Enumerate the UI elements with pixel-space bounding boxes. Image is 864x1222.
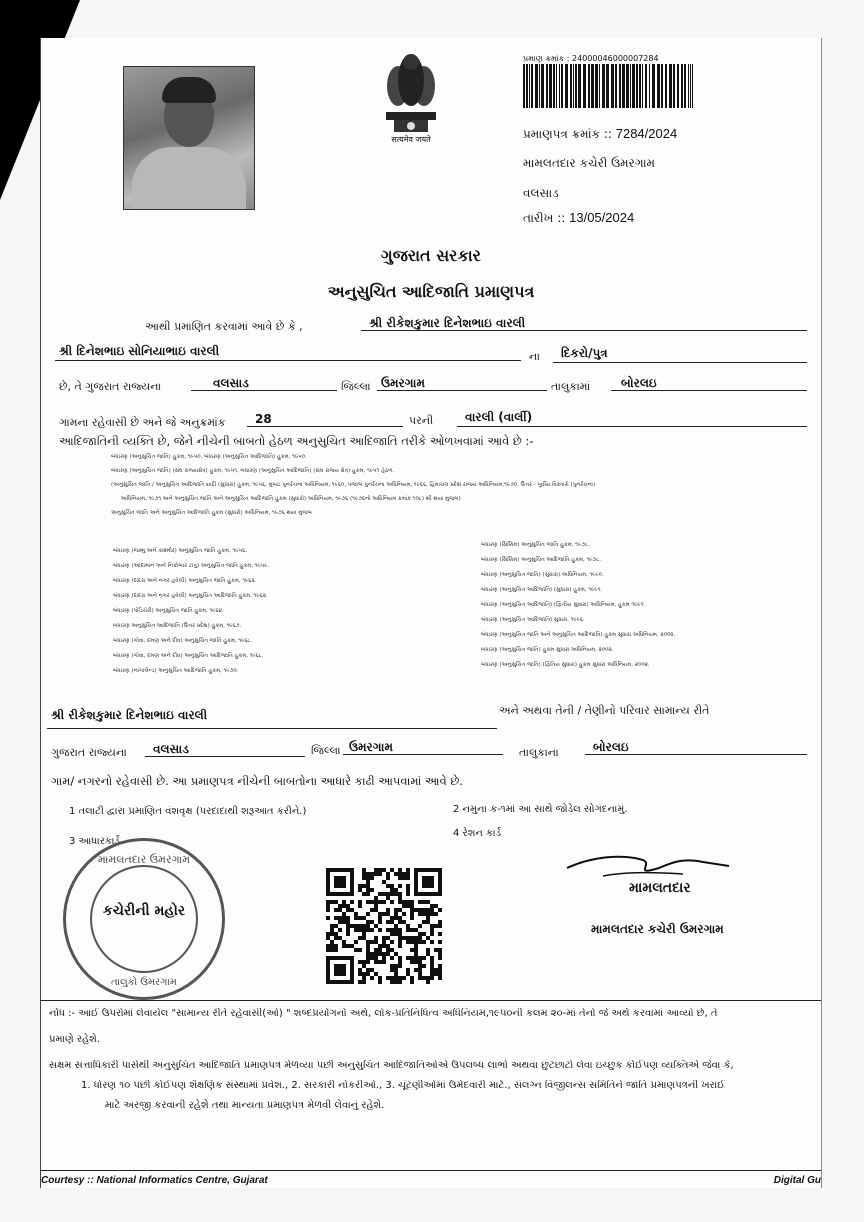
- family-label: અને અથવા તેની / તેણીનો પરિવાર સામાન્ય રીતે: [499, 704, 710, 717]
- tribe-name: વારલી (વાર્લી): [465, 410, 533, 424]
- document-4: 4 રેશન કાર્ડ: [453, 828, 502, 839]
- district-label-2: જિલ્લા: [311, 744, 341, 757]
- document-3: 3 આધારકાર્ડ: [69, 836, 120, 847]
- usage-line-1: સક્ષમ સત્તાધિકારી પાસેથી અનુસુચિત આદિજાતિ પ્રમાણપત્ર મેળવ્યા પછી અનુસુચિત આદિજાતિઓએ ઉપલબ્ધ લાભો અથવા છુટછાટો લેવા ઇચ્છુક કોઈપણ વ્યક્તિએ જેવા કે,: [49, 1060, 734, 1071]
- village-2: બોરલઇ: [593, 740, 629, 754]
- state-label: છે, તે ગુજરાત રાજ્યના: [59, 380, 162, 393]
- issue-date: તારીખ :: 13/05/2024: [523, 210, 635, 225]
- government-title: ગુજરાત સરકાર: [381, 246, 481, 265]
- usage-line-2: 1. ધોરણ ૧૦ પછી કોઈપણ શૈક્ષણિક સંસ્થામાં પ્રવેશ., 2. સરકારી નોકરીઓ., 3. ચૂંટણીઓમાં ઉમેદવારી માટે., સંલગ્ન વિજીલન્સ સમિતિને જાતિ પ્રમાણપત્રની ખરાઈ: [81, 1080, 725, 1091]
- serial-number: પ્રમાણ ક્રમાંક : 24000046000007284: [523, 54, 659, 63]
- document-1: 1 તલાટી દ્વારા પ્રમાણિત વંશવૃક્ષ (પરદાદાથી શરૂઆત કરીને.): [69, 806, 307, 817]
- orders-left: બંધારણ (જમ્મુ અને કાશ્મીર) અનુસુચિત જાતિ હુકમ, ૧૯૫૬. બંધારણ (આંદામાન અને નિકોબાર ટાપુ) અનુસુચિત જાતિ હુકમ, ૧૯૫૯. બંધારણ (દાદરા અને નગર હવેલી) અનુસુચિત જાતિ હુકમ, ૧૯૬૨. બંધારણ (દાદરા અને નગર હવેલી) અનુસુચિત આદિજાતિ હુકમ, ૧૯૬૨. બંધારણ (પોંડિચેરી) અનુસુચિત જાતિ હુકમ, ૧૯૬૪. બંધારણ અનુસુચિત આદિજાતિ (ઉત્તર પ્રદેશ) હુકમ, ૧૯૬૭. બંધારણ (ગોવા, દમણ અને દીવ) અનુસુચિત જાતિ હુકમ, ૧૯૬૮. બંધારણ (ગોવા, દમણ અને દીવ) અનુસુચિત આદિજાતિ હુકમ, ૧૯૬૮. બંધારણ (નાગાલેન્ડ) અનુસુચિત આદિજાતિ હુકમ, ૧૯૭૦.: [113, 548, 270, 674]
- footer-courtesy: Courtesy :: National Informatics Centre, Gujarat: [41, 1175, 268, 1186]
- taluka-label: તાલુકામાં: [551, 380, 591, 393]
- district-label: જિલ્લા: [341, 380, 371, 393]
- signatory-title: મામલતદાર: [629, 880, 691, 896]
- issuing-district: વલસાડ: [523, 186, 559, 200]
- footer: [41, 1170, 821, 1186]
- declaration: આદિજાતિની વ્યક્તિ છે, જેને નીચેની બાબતો હેઠળ અનુસુચિત આદિજાતિ તરીકે ઓળખવામાં આવે છે :-: [59, 434, 534, 448]
- signatory-office: મામલતદાર કચેરી ઉમરગામ: [591, 922, 724, 936]
- certificate-number: પ્રમાણપત્ર ક્રમાંક :: 7284/2024: [523, 126, 678, 141]
- note-line-1: નોંધ :- આઈ ઉપરોમાં લેવાયેલ "સામાન્ય રીતે રહેવાસી(ઓ) " શબ્દપ્રયોગનો અર્થ, લોક-પ્રતિનિધિત્વ અધિનિયમ,૧૯૫૦ની કલમ ૨૦-માં તેનો જે અર્થ કરવામાં આવ્યો છે, તે: [49, 1008, 718, 1019]
- taluka: ઉમરગામ: [381, 376, 425, 390]
- taluka-label-2: તાલુકાના: [519, 746, 559, 759]
- issuing-office: મામલતદાર કચેરી ઉમરગામ: [523, 156, 656, 170]
- emblem-motto: सत्यमेव जयते: [391, 135, 431, 144]
- applicant-photo: [123, 66, 255, 210]
- tribe-serial-number: 28: [255, 412, 272, 426]
- district-2: વલસાડ: [153, 742, 189, 756]
- document-2: 2 નમુના ક-૧માં આ સાથે જોડેલ સોગંદનામું.: [453, 804, 628, 815]
- basis-statement: ગામ/ નગરનો રહેવાસી છે. આ પ્રમાણપત્ર નીચેની બાબતોના આધારે કાઢી આપવામાં આવે છે.: [51, 774, 463, 788]
- father-name: શ્રી દિનેશભાઇ સોનિયાભાઇ વારલી: [59, 344, 220, 358]
- relation: દિકરો/પુત્ર: [561, 346, 608, 360]
- note-line-2: પ્રમાણે રહેશે.: [49, 1034, 101, 1045]
- village: બોરલઇ: [621, 376, 657, 390]
- certify-label: આથી પ્રમાણિત કરવામાં આવે છે કે ,: [145, 320, 303, 333]
- on-label: પરની: [409, 414, 434, 427]
- resident-label: ગામના રહેવાસી છે અને જે અનુક્રમાંક: [59, 416, 226, 429]
- footer-digital: Digital Gu: [773, 1175, 821, 1186]
- district: વલસાડ: [213, 376, 249, 390]
- applicant-name-2: શ્રી રીકેશકુમાર દિનેશભાઇ વારલી: [51, 708, 208, 722]
- applicant-name: શ્રી રીકેશકુમાર દિનેશભાઇ વારલી: [369, 316, 526, 330]
- orders-right: બંધારણ (સિક્કિમ) અનુસુચિત જાતિ હુકમ, ૧૯૭૮. બંધારણ (સિક્કિમ) અનુસુચિત આદિજાતિ હુકમ, ૧૯૭૮. બંધારણ (અનુસુચિત જાતિ) (સુધારા) અધિનિયમ, ૧૯૯૦. બંધારણ (અનુસુચિત આદિજાતિ) (સુધારા) હુકમ, ૧૯૯૧. બંધારણ (અનુસુચિત આદિજાતિ) (દ્વિતીય સુધારા) અધિનિયમ, હુકમ ૧૯૯૧. બંધારણ (અનુસુચિત આદિજાતિ) સુધારા, ૧૯૯૬. બંધારણ (અનુસુચિત જાતિ અને અનુસુચિત આદિજાતિ) હુકમ સુધારા અધિનિયમ, ૨૦૦૨. બંધારણ (અનુસુચિત જાતિ) હુકમ સુધારા અધિનિયમ, ૨૦૦૨. બંધારણ (અનુસુચિત જાતિ) (દ્વિતિય સુધારા) હુકમ સુધારા અધિનિયમ, ૨૦૦૨.: [481, 542, 676, 668]
- qr-code: [326, 868, 442, 984]
- national-emblem-icon: [376, 48, 446, 140]
- certificate-sheet: [40, 38, 822, 1188]
- office-seal: મામલતદાર ઉમરગામ કચેરીની મહોર તાલુકો ઉમરગામ: [63, 838, 225, 1000]
- usage-line-3: માટે અરજી કરવાની રહેશે તથા માન્યતા પ્રમાણપત્ર મેળવી લેવાનું રહેશે.: [105, 1100, 385, 1111]
- barcode: [521, 64, 697, 108]
- of-label: ના: [529, 350, 540, 363]
- state-label-2: ગુજરાત રાજ્યના: [51, 746, 127, 759]
- orders-top: બંધારણ (અનુસુચિત જાતિ) હુકમ, ૧૯૫૦, બંધારણ (અનુસુચિત આદિજાતિ) હુકમ, ૧૯૫૦. બંધારણ (અનુસુચિત જાતિ) (સંઘ રાજ્યક્ષેત્ર) હુકમ, ૧૯૫૧, બંધારણ (અનુસુચિત આદિજાતિ) (સંઘ રાજ્ય ક્ષેત્ર) હુકમ, ૧૯૫૧ હેઠળ. (અનુસુચિત જાતિ / અનુસુચિત આદિજાતિ યાદી (સુધારા) હુકમ, ૧૯૫૬, મુંબઇ પુનર્રચના અધિનિયમ, ૧૯૬૦, પંજાબ પુનર્રચના અધિનિયમ, ૧૯૬૬, હિમાચલ પ્રદેશ રાજ્ય અધિનિયમ,૧૯૭૦, ઉત્તર - પૂર્વીય વિસ્તારો (પુનર્રચના) અધિનિયમ, ૧૯૭૧ અને અનુસુચિત જાતિ અને અનુસુચિત આદિજાતિ હુકમ (સુધારો) અધિનિયમ, ૧૯૭૬ (૧૯૭૬નો અધિનિયમ ક્રમાંક ૧૦૮) થી થયા મુજબ) અનુસુચિત જાતિ અને અનુસુચિત આદિજાતિ હુકમ (સુધારો) અધિનિયમ, ૧૯૭૬ થયા મુજબ: [111, 454, 596, 516]
- taluka-2: ઉમરગામ: [349, 740, 393, 754]
- certificate-title: અનુસુચિત આદિજાતિ પ્રમાણપત્ર: [327, 282, 535, 301]
